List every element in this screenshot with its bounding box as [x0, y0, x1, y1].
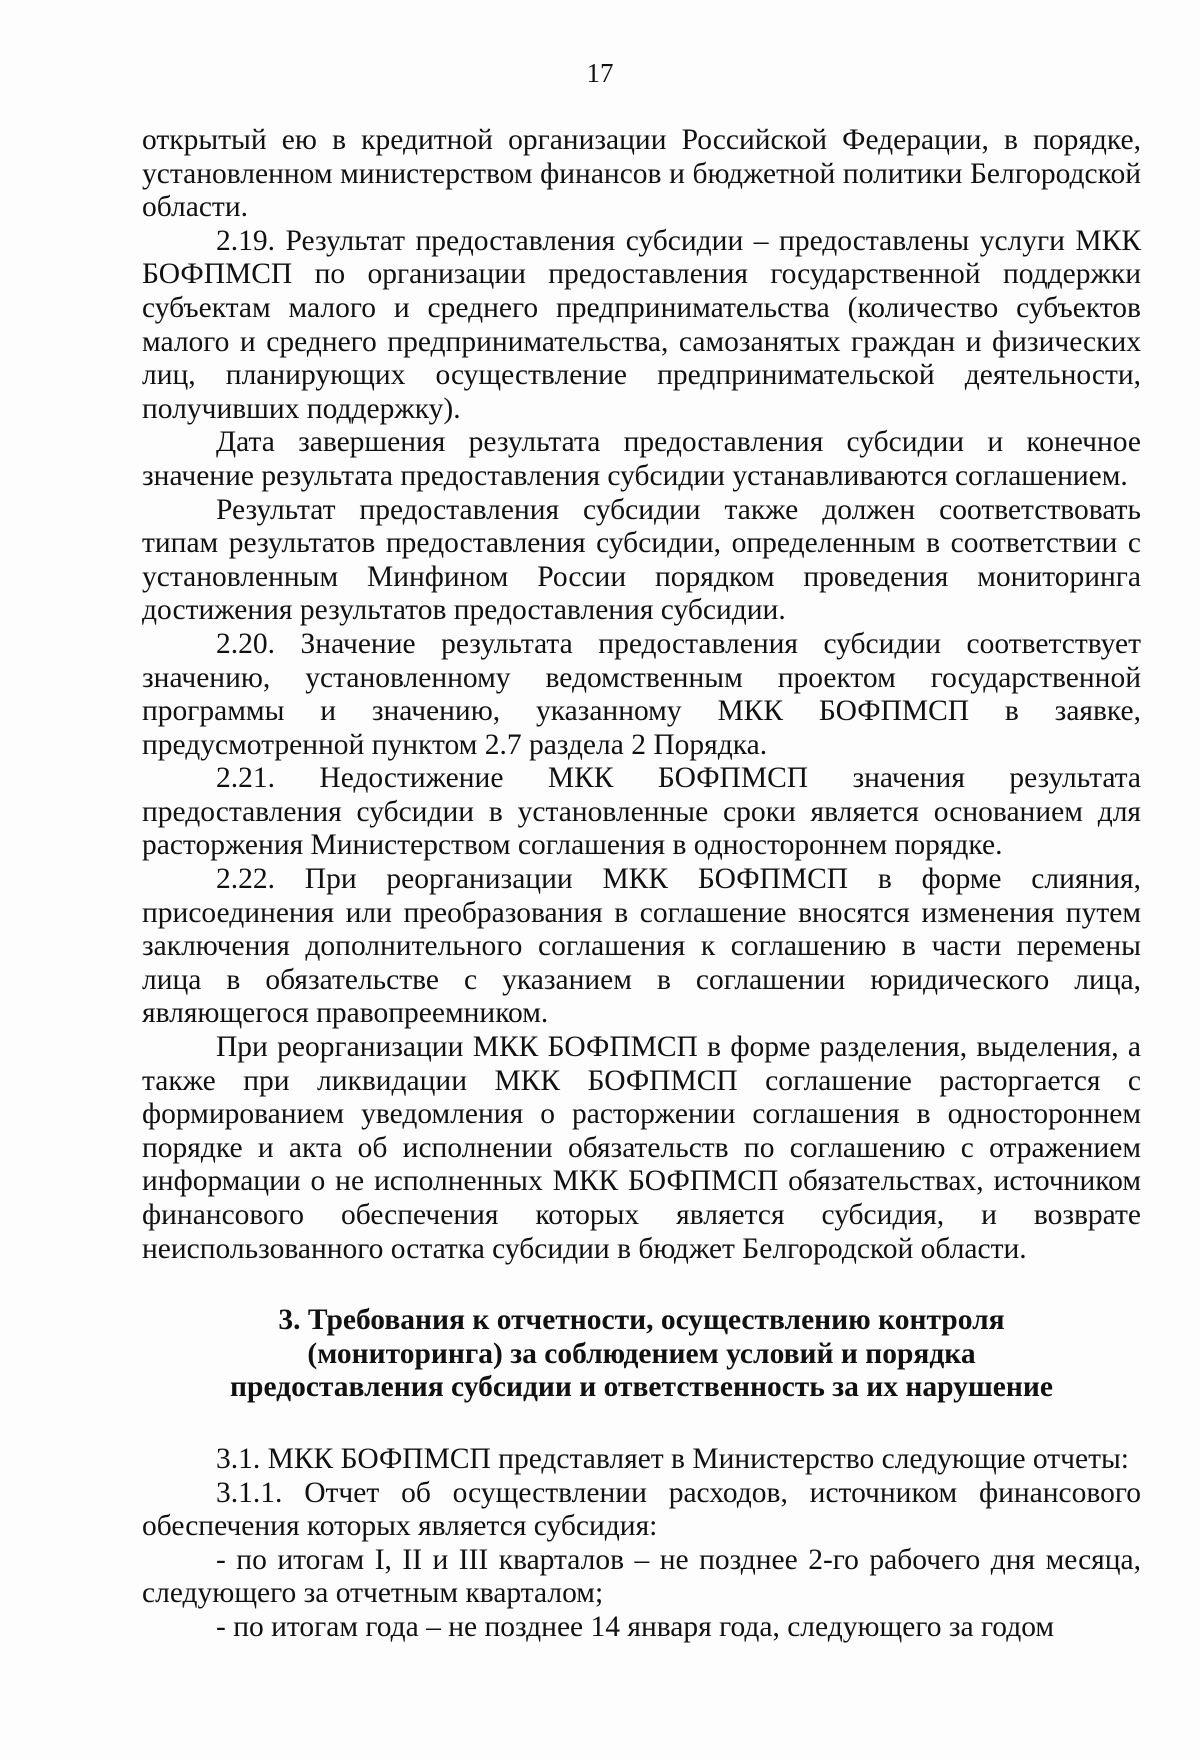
list-item-year: - по итогам года – не позднее 14 января года, следующего за годом: [216, 1610, 1055, 1643]
paragraph-2-19: 2.19. Результат предоставления субсидии – предоставлены услуги МКК БОФПМСП по организации предоставления государственной поддержки субъектам малого и среднего предпринимательства (количество субъектов малого и среднего предпринимательства, самозанятых граждан и физических лиц, планирующих осуществление предпринимательской деятельности, получивших поддержку).: [142, 224, 1141, 425]
section-3-heading: [142, 1304, 1141, 1405]
section-3-heading-line-3: предоставления субсидии и ответственность за их нарушение: [230, 1371, 1053, 1404]
section-3-heading-line-2: (мониторинга) за соблюдением условий и порядка: [307, 1337, 976, 1370]
paragraph-completion-date: Дата завершения результата предоставления субсидии и конечное значение результата предоставления субсидии устанавливаются соглашением.: [142, 426, 1141, 492]
paragraph-2-21: 2.21. Недостижение МКК БОФПМСП значения результата предоставления субсидии в установленные сроки является основанием для расторжения Министерством соглашения в одностороннем порядке.: [142, 762, 1141, 862]
paragraph-2-20: 2.20. Значение результата предоставления субсидии соответствует значению, установленному ведомственным проектом государственной программы и значению, указанному МКК БОФПМСП в заявке, предусмотренной пунктом 2.7 раздела 2 Порядка.: [142, 627, 1141, 761]
paragraph-continuation: открытый ею в кредитной организации Российской Федерации, в порядке, установленном министерством финансов и бюджетной политики Белгородской области.: [142, 124, 1141, 224]
page-number: 17: [586, 58, 614, 88]
paragraph-3-1: 3.1. МКК БОФПМСП представляет в Министерство следующие отчеты:: [216, 1442, 1130, 1475]
paragraph-result-types: Результат предоставления субсидии также должен соответствовать типам результатов предоставления субсидии, определенным в соответствии с установленным Минфином России порядком проведения мониторинга достижения результатов предоставления субсидии.: [142, 493, 1141, 627]
list-item-quarters: - по итогам I, II и III кварталов – не позднее 2-го рабочего дня месяца, следующего за отчетным кварталом;: [142, 1543, 1141, 1610]
paragraph-2-22: 2.22. При реорганизации МКК БОФПМСП в форме слияния, присоединения или преобразования в соглашение вносятся изменения путем заключения дополнительного соглашения к соглашению в части перемены лица в обязательстве с указанием в соглашении юридического лица, являющегося правопреемником.: [142, 863, 1141, 1030]
section-3-heading-line-1: 3. Требования к отчетности, осуществлению контроля: [278, 1304, 1005, 1337]
paragraph-3-1-1: 3.1.1. Отчет об осуществлении расходов, источником финансового обеспечения которых является субсидия:: [142, 1476, 1141, 1543]
document-body: [142, 124, 1141, 1645]
paragraph-reorganization: При реорганизации МКК БОФПМСП в форме разделения, выделения, а также при ликвидации МКК БОФПМСП соглашение расторгается с формированием уведомления о расторжении соглашения в одностороннем порядке и акта об исполнении обязательств по соглашению с отражением информации о не исполненных МКК БОФПМСП обязательствах, источником финансового обеспечения которых является субсидия, и возврате неиспользованного остатка субсидии в бюджет Белгородской области.: [142, 1031, 1141, 1265]
